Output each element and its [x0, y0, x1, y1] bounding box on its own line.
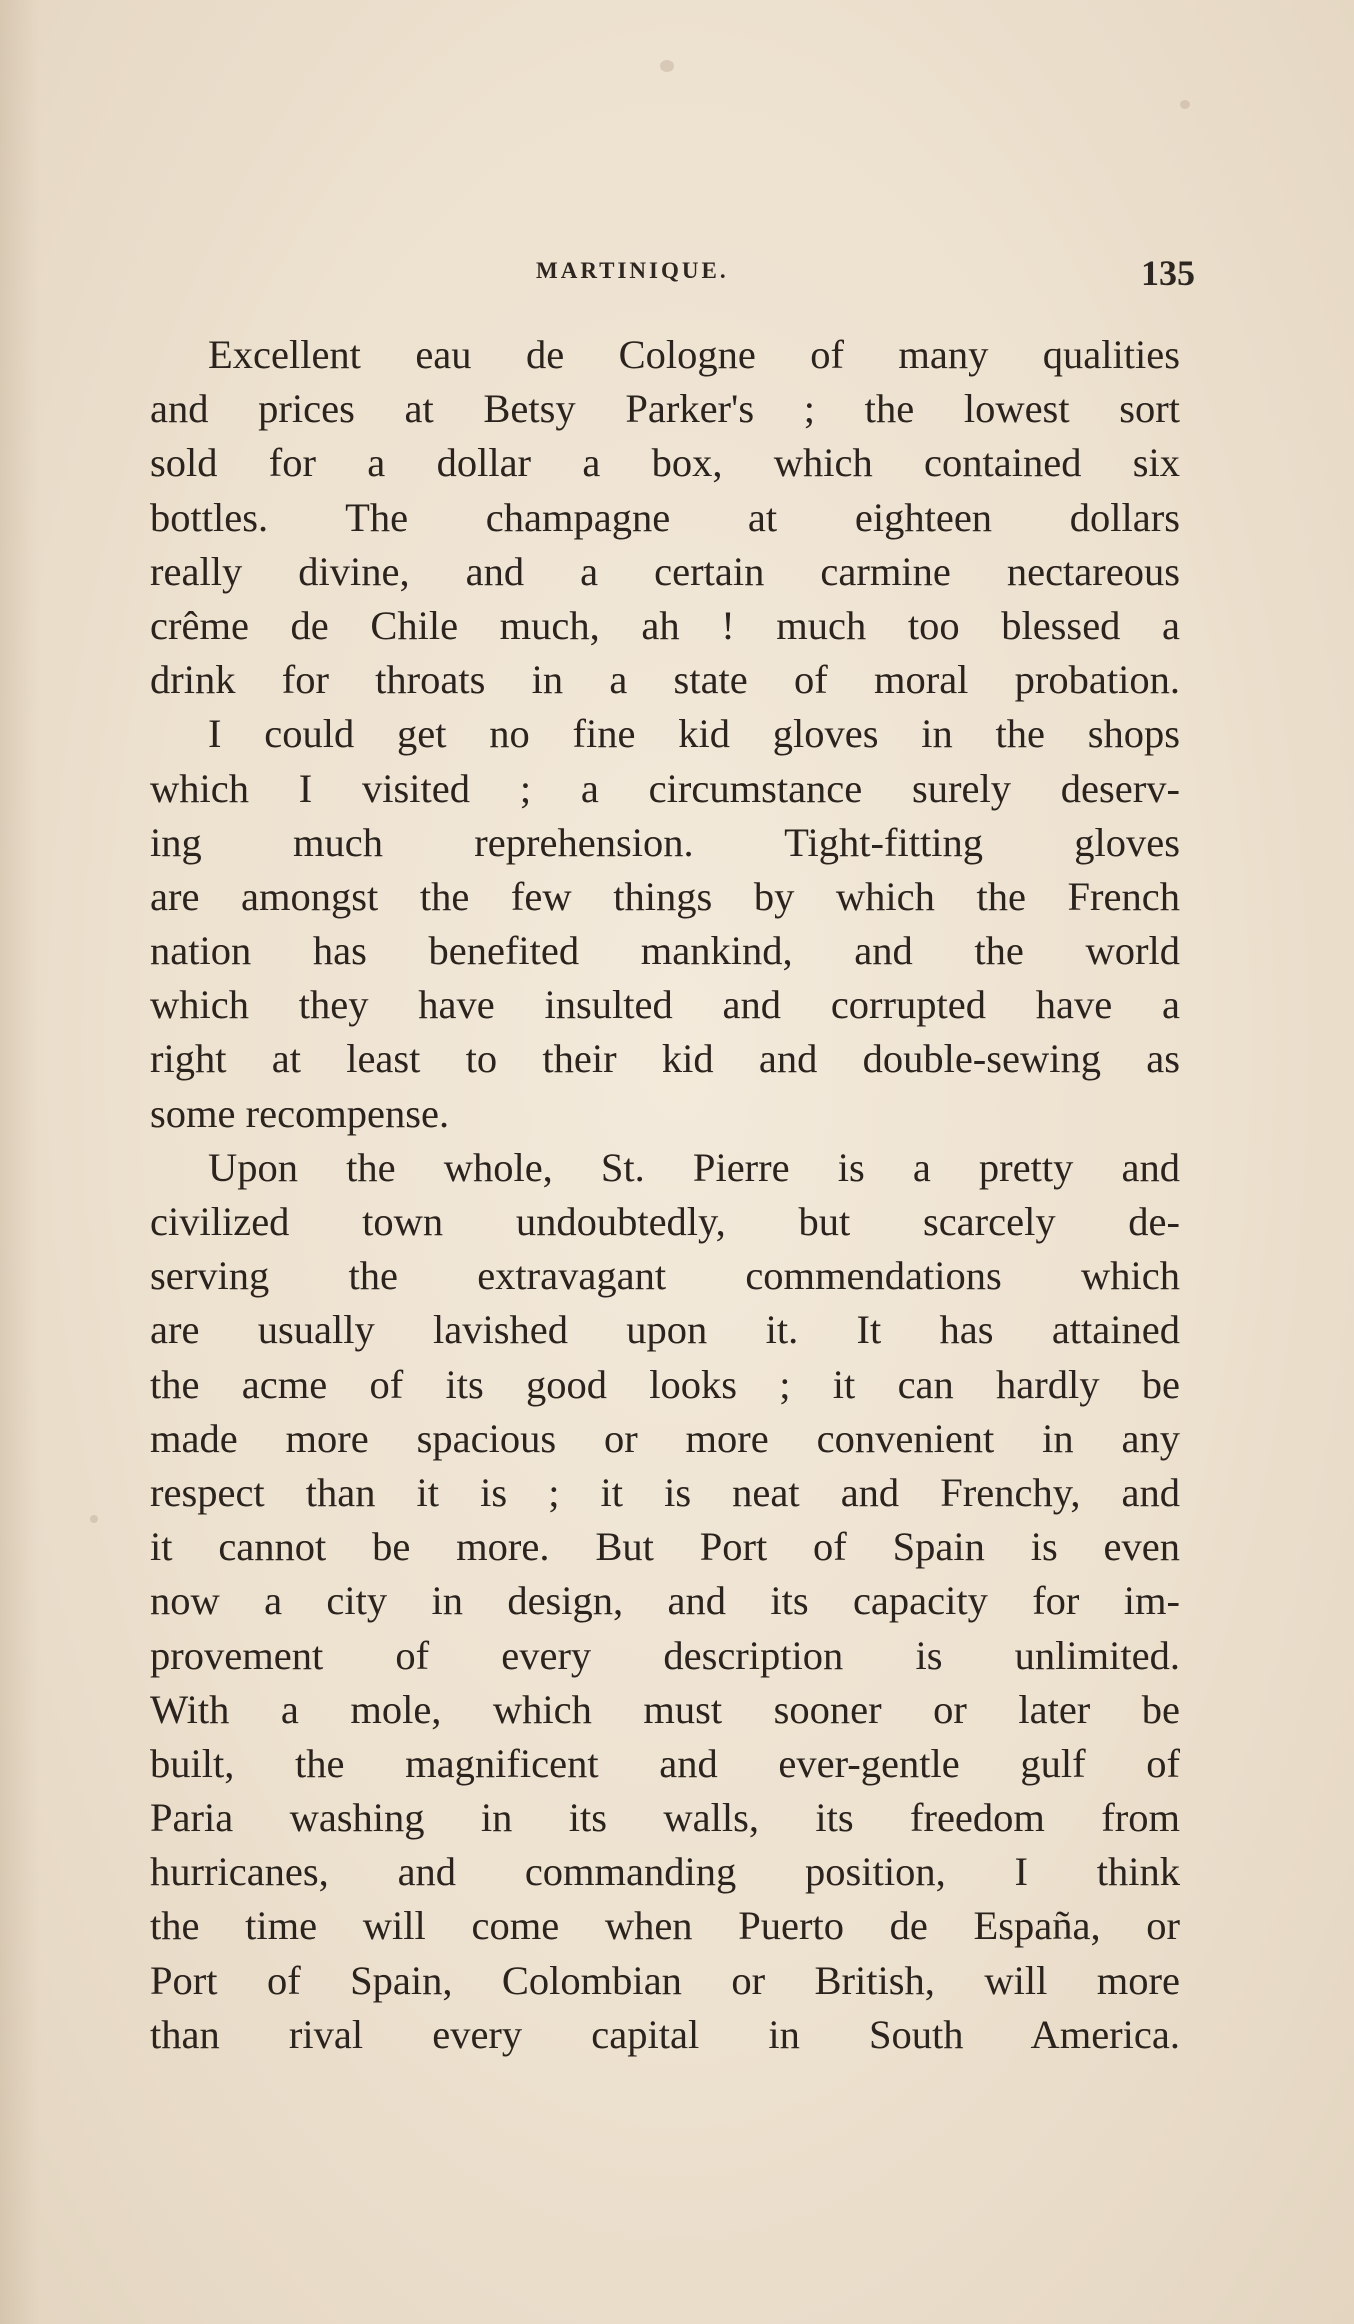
paragraph [150, 1141, 1180, 2062]
text-line: are amongst the few things by which the French [150, 873, 1180, 919]
text-line: which I visited ; a circumstance surely deserv- [150, 765, 1180, 811]
text-line: hurricanes, and commanding position, I think [150, 1849, 1180, 1895]
text-line: ing much reprehension. Tight-fitting gloves [150, 819, 1180, 865]
text-line: are usually lavished upon it. It has attained [150, 1307, 1180, 1353]
text-line: built, the magnificent and ever-gentle gulf of [150, 1740, 1180, 1786]
text-line: civilized town undoubtedly, but scarcely de- [150, 1199, 1180, 1244]
text-line: nation has benefited mankind, and the world [150, 928, 1180, 974]
paper-speck [1180, 100, 1190, 109]
paper-speck [90, 1515, 98, 1523]
text-line: serving the extravagant commendations which [150, 1253, 1180, 1299]
paper-speck [660, 60, 674, 72]
text-line: bottles. The champagne at eighteen dollars [150, 494, 1180, 540]
text-line: the time will come when Puerto de España, or [150, 1903, 1180, 1949]
text-line: which they have insulted and corrupted have a [150, 982, 1180, 1028]
text-line: Paria washing in its walls, its freedom from [150, 1795, 1180, 1841]
running-head-title: MARTINIQUE. [536, 258, 729, 283]
text-line: the acme of its good looks ; it can hardly be [150, 1361, 1180, 1407]
text-line: some recompense. [150, 1090, 450, 1136]
text-line: With a mole, which must sooner or later be [150, 1686, 1180, 1732]
text-line: than rival every capital in South America. [150, 2011, 1180, 2057]
page-fold-shadow [0, 0, 40, 2324]
text-line: drink for throats in a state of moral probation. [150, 657, 1180, 703]
text-line: I could get no fine kid gloves in the shops [208, 711, 1180, 757]
body-text [150, 328, 1180, 2062]
text-line: Upon the whole, St. Pierre is a pretty and [208, 1144, 1180, 1190]
text-line: it cannot be more. But Port of Spain is even [150, 1524, 1180, 1570]
text-line: made more spacious or more convenient in any [150, 1415, 1180, 1461]
page-number: 135 [1141, 253, 1195, 293]
text-line: provement of every description is unlimited. [150, 1632, 1180, 1678]
text-line: now a city in design, and its capacity for im- [150, 1578, 1180, 1624]
running-head [150, 253, 1195, 298]
text-line: Excellent eau de Cologne of many qualities [208, 332, 1180, 377]
text-line: respect than it is ; it is neat and Frenchy, and [150, 1469, 1180, 1515]
text-line: right at least to their kid and double-sewing as [150, 1036, 1180, 1082]
text-line: really divine, and a certain carmine nectareous [150, 548, 1180, 594]
text-line: and prices at Betsy Parker's ; the lowest sort [150, 386, 1180, 432]
paragraph [150, 707, 1180, 1141]
text-line: crême de Chile much, ah ! much too blessed a [150, 602, 1180, 648]
text-line: Port of Spain, Colombian or British, will more [150, 1957, 1180, 2003]
text-line: sold for a dollar a box, which contained six [150, 440, 1180, 486]
paragraph [150, 328, 1180, 707]
